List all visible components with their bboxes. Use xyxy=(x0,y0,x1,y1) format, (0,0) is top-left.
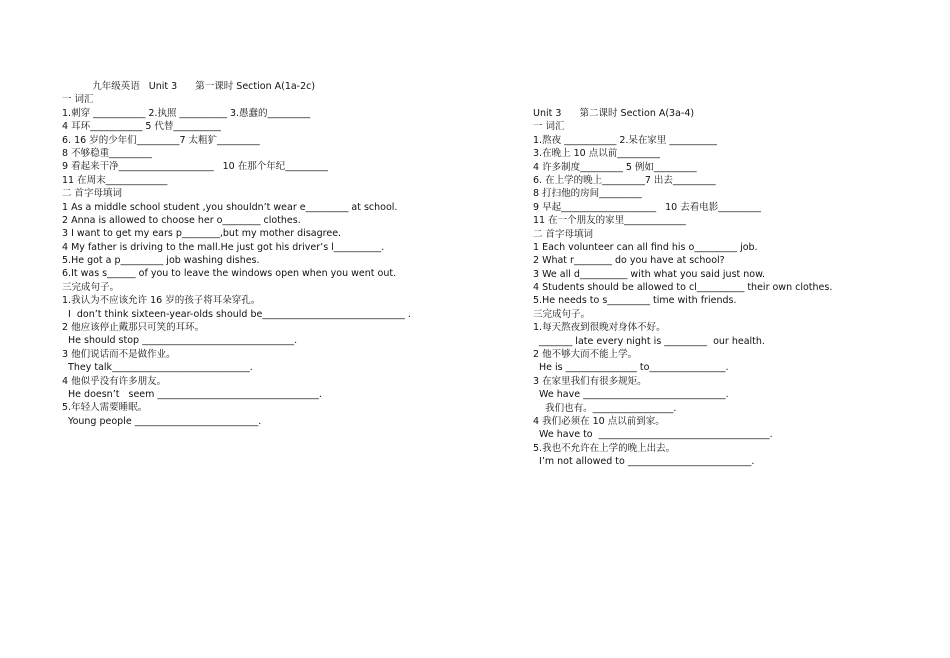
right-line-26: 5.我也不允许在上学的晚上出去。 xyxy=(533,442,676,454)
right-line-27: I’m not allowed to __________________________. xyxy=(533,456,755,468)
right-line-1: Unit 3 第二课时 Section A(3a-4) xyxy=(533,108,695,119)
right-line-17: 1.每天熬夜到很晚对身体不好。 xyxy=(533,322,666,334)
left-line-18: I don’t think sixteen-year-olds should be______________________________ . xyxy=(62,308,411,320)
right-line-19: 2 他不够大而不能上学。 xyxy=(533,349,638,361)
right-line-16: 三完成句子。 xyxy=(533,308,591,320)
left-line-7: 9 看起来干净____________________ 10 在那个年纪_________ xyxy=(62,161,328,173)
left-line-4: 4 耳环___________ 5 代替__________ xyxy=(62,121,221,133)
left-line-21: 3 他们说话而不是做作业。 xyxy=(62,348,176,360)
right-line-14: 4 Students should be allowed to cl__________ their own clothes. xyxy=(533,282,833,294)
left-line-2: 一 词汇 xyxy=(62,94,94,106)
left-line-3: 1.刺穿 ___________ 2.执照 __________ 3.愚蠢的_________ xyxy=(62,107,311,119)
left-line-17: 1.我认为不应该允许 16 岁的孩子将耳朵穿孔。 xyxy=(62,295,261,307)
right-line-4: 3.在晚上 10 点以前_________ xyxy=(533,148,660,160)
left-line-22: They talk_____________________________. xyxy=(62,362,253,374)
worksheet-left-column xyxy=(62,80,411,428)
left-line-8: 11 在周末_____________ xyxy=(62,174,168,186)
right-line-9: 11 在一个朋友的家里_____________ xyxy=(533,215,686,227)
left-line-9: 二 首字母填词 xyxy=(62,188,123,200)
left-line-24: He doesn’t seem __________________________________. xyxy=(62,388,322,400)
left-line-12: 3 I want to get my ears p________,but my mother disagree. xyxy=(62,228,342,240)
right-line-18: _______ late every night is _________ our health. xyxy=(533,335,765,347)
right-line-7: 8 打扫他的房间_________ xyxy=(533,188,642,200)
left-line-13: 4 My father is driving to the mall.He just got his driver’s l__________. xyxy=(62,241,385,253)
right-line-11: 1 Each volunteer can all find his o_________ job. xyxy=(533,241,758,253)
left-line-20: He should stop ________________________________. xyxy=(62,335,298,347)
left-line-15: 6.It was s______ of you to leave the windows open when you went out. xyxy=(62,268,397,280)
right-line-3: 1.熬夜 ___________ 2.呆在家里 __________ xyxy=(533,134,717,146)
worksheet-right-column xyxy=(533,107,832,469)
left-line-23: 4 他似乎没有许多朋友。 xyxy=(62,375,167,387)
left-line-5: 6. 16 岁的少年们_________7 太粗犷_________ xyxy=(62,134,260,146)
left-line-10: 1 As a middle school student ,you shouldn’t wear e_________ at school. xyxy=(62,201,398,213)
right-line-5: 4 许多制度_________ 5 例如_________ xyxy=(533,161,697,173)
left-line-19: 2 他应该停止戴那只可笑的耳环。 xyxy=(62,322,205,334)
right-line-12: 2 What r________ do you have at school? xyxy=(533,255,725,267)
right-line-13: 3 We all d__________ with what you said just now. xyxy=(533,268,766,280)
right-line-25: We have to ____________________________________. xyxy=(533,429,773,441)
left-line-14: 5.He got a p_________ job washing dishes. xyxy=(62,255,260,267)
left-line-11: 2 Anna is allowed to choose her o________ clothes. xyxy=(62,214,301,226)
right-line-23: 我们也有。_________________. xyxy=(533,402,677,414)
left-line-1: 九年级英语 Unit 3 第一课时 Section A(1a-2c) xyxy=(62,81,316,92)
right-line-2: 一 词汇 xyxy=(533,121,565,133)
right-line-10: 二 首字母填词 xyxy=(533,228,594,240)
right-line-8: 9 早起____________________ 10 去看电影_________ xyxy=(533,201,761,213)
left-line-26: Young people __________________________. xyxy=(62,415,262,427)
right-line-20: He is _______________ to________________. xyxy=(533,362,729,374)
left-line-6: 8 不够稳重_________ xyxy=(62,147,152,159)
left-line-25: 5.年轻人需要睡眠。 xyxy=(62,402,148,414)
right-line-6: 6. 在上学的晚上_________7 出去_________ xyxy=(533,174,716,186)
right-line-15: 5.He needs to s_________ time with friends. xyxy=(533,295,737,307)
right-line-22: We have ______________________________. xyxy=(533,389,729,401)
right-line-21: 3 在家里我们有很多规矩。 xyxy=(533,375,647,387)
right-line-24: 4 我们必须在 10 点以前到家。 xyxy=(533,415,665,427)
left-line-16: 三完成句子。 xyxy=(62,281,120,293)
